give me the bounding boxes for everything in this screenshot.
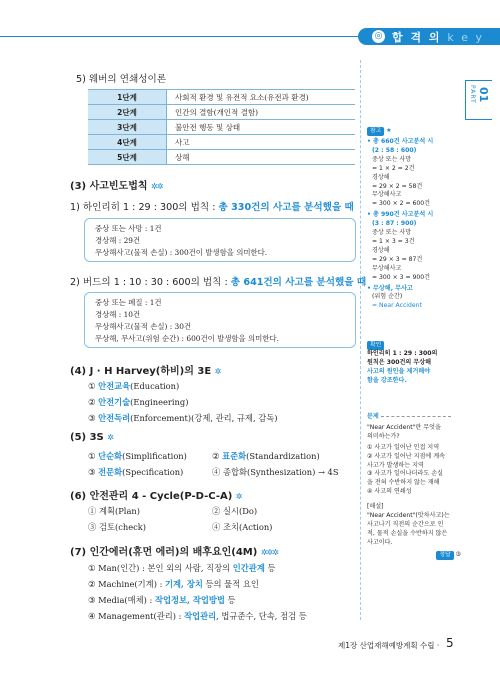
question-tag: 문제	[367, 413, 379, 420]
desc-cell: 상해	[167, 150, 356, 165]
3s-title: (5) 3S ✲	[70, 432, 113, 443]
text-line: 경상해 : 29건	[95, 236, 141, 245]
star-icon: ★	[386, 127, 392, 134]
table-row	[88, 120, 355, 135]
part-tab	[465, 80, 492, 120]
text-line: 중상 또는 폐질 : 1건	[95, 298, 162, 307]
sidebar-question: 문제 "Near Accident"란 무엇을 의미하는가? ① 사고가 일어난 인접 지역 ② 사고가 일어난 지점에 계속 사고가 발생하는 지역 ③ 사고가 일어나더라도 손실 을 전혀 수반하지 않는 재해 ④ 사고의 연쇄성 [해설] "Near Accident"(앗차사고)는 사고나기 직전의 순간으로 인 적, 물적 손실을 수반하지 않은 사고이다. 정답 ③	[367, 413, 461, 558]
table-row	[88, 105, 355, 120]
sidebar-reference: 참고 ★ • 총 660건 사고분석 시 (2 : 58 : 600) 중상 또는 사망 = 1 × 2 = 2건 경상해 = 29 × 2 = 58건 무상해사고 = 300 × 2 = 600건 • 총 990건 사고분석 시 (3 : 87 : 900) 중상 또는 사망 = 1 × 3 = 3건 경상해 = 29 × 3 = 87건 무상해사고 = 300 × 3 = 900건 • 무상해, 무사고 (위험 순간) = Near Accident	[367, 127, 434, 310]
part-number: 01	[477, 87, 490, 103]
list-item: ② Machine(기계) : 기계, 장치 등의 물적 요인	[88, 579, 259, 589]
part-label: PART	[469, 85, 476, 104]
list-item: ② 실시(Do)	[212, 506, 258, 516]
star-icon: ✲✲	[151, 182, 163, 191]
list-item: ① 계획(Plan)	[88, 506, 140, 516]
reference-tag: 참고	[367, 127, 384, 136]
weber-stage-table	[88, 89, 355, 165]
list-item: ② 표준화(Standardization)	[212, 451, 320, 461]
text-line: 무상해사고(물적 손실) : 300건이 발생함을 의미한다.	[95, 248, 268, 257]
heinrich-heading: 1) 하인리히 1 : 29 : 300의 법칙 : 총 330건의 사고를 분석했을 때	[70, 202, 354, 213]
desc-cell: 인간의 결함(개인적 결함)	[167, 105, 356, 120]
star-icon: ✲	[107, 433, 113, 442]
desc-cell: 사고	[167, 135, 356, 150]
page-number: 5	[446, 636, 454, 650]
list-item: ① Man(인간) : 본인 외의 사람, 직장의 인간관계 등	[88, 563, 276, 573]
table-row	[88, 90, 355, 105]
text-line: 무상해사고(물적 손실) : 30건	[95, 322, 192, 331]
sidebar-confirm: 확인 하인리히 1 : 29 : 300의 원칙은 300건의 무상해 사고의 원인을 제거해야 함을 강조한다.	[367, 342, 438, 384]
target-icon: ◎	[372, 30, 385, 43]
stage-cell: 5단계	[88, 150, 167, 165]
stage-cell: 1단계	[88, 90, 167, 105]
stage-cell: 2단계	[88, 105, 167, 120]
harvey-title: (4) J · H Harvey(하비)의 3E ✲	[70, 366, 221, 377]
header-title: 합 격 의 k e y	[392, 31, 485, 44]
star-icon: ✲	[235, 492, 242, 501]
text-line: 중상 또는 사망 : 1건	[95, 224, 162, 233]
list-item: ③ 전문화(Specification)	[88, 467, 184, 477]
text-line: 경상해 : 10건	[95, 310, 141, 319]
bird-heading: 2) 버드의 1 : 10 : 30 : 600의 법칙 : 총 641건의 사고를 분석했을 때	[70, 277, 367, 288]
answer-number: ③	[455, 550, 461, 558]
list-item: ① 안전교육(Education)	[88, 381, 180, 391]
pdca-title: (6) 안전관리 4 - Cycle(P-D-C-A) ✲	[70, 491, 242, 502]
list-item: ④ 조치(Action)	[212, 522, 273, 532]
stage-cell: 4단계	[88, 135, 167, 150]
stage-cell: 3단계	[88, 120, 167, 135]
table-row	[88, 150, 355, 165]
desc-cell: 불안전 행동 및 상태	[167, 120, 356, 135]
list-item: ③ 검토(check)	[88, 522, 147, 532]
text-line: 무상해, 무사고(위험 순간) : 600건이 발생함을 의미한다.	[95, 334, 279, 343]
desc-cell: 사회적 환경 및 유전적 요소(유전과 환경)	[167, 90, 356, 105]
confirm-tag: 확인	[367, 341, 384, 350]
header-rule	[0, 36, 360, 37]
list-item: ③ 안전독려(Enforcement)(강제, 관리, 규제, 감독)	[88, 413, 278, 423]
star-icon: ✲	[214, 367, 221, 376]
list-item: ② 안전기술(Engineering)	[88, 397, 189, 407]
list-item: ④ 종합화(Synthesization) → 4S	[212, 467, 339, 477]
accident-frequency-title: (3) 사고빈도법칙 ✲✲	[70, 181, 163, 192]
table-row	[88, 135, 355, 150]
footer-chapter: 제1장 산업재해예방계획 수립 ·	[338, 641, 440, 650]
column-divider	[360, 60, 361, 620]
weber-title: 5) 웨버의 연쇄성이론	[76, 74, 167, 85]
list-item: ① 단순화(Simplification)	[88, 451, 187, 461]
star-icon: ✲✲✲	[260, 548, 278, 557]
bird-box	[84, 292, 356, 348]
heinrich-box	[84, 218, 356, 262]
answer-badge: 정답	[436, 551, 453, 560]
human-error-title: (7) 인간에러(휴먼 에러)의 배후요인(4M) ✲✲✲	[70, 547, 278, 558]
list-item: ④ Management(관리) : 작업관리, 법규준수, 단속, 점검 등	[88, 611, 307, 621]
list-item: ③ Media(매체) : 작업정보, 작업방법 등	[88, 595, 236, 605]
